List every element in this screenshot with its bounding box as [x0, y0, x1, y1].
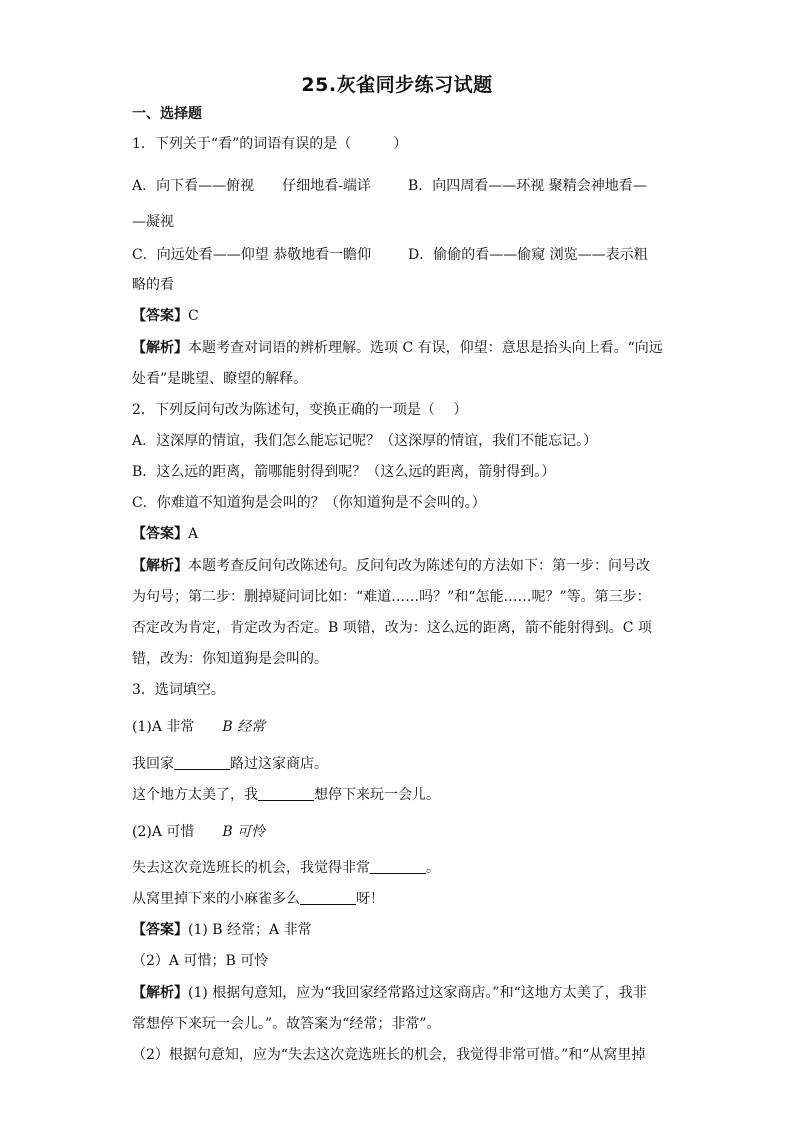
q1-option-d-cont: 略的看: [132, 277, 174, 293]
q1-answer: [132, 307, 199, 325]
q1-option-a: A．向下看——俯视 仔细地看-端详: [132, 178, 371, 194]
analysis-text: (1) 根据句意知，应为“我回家经常路过这家商店。”和“这地方太美了，我非: [188, 985, 647, 1001]
option-a: A 可惜: [151, 824, 195, 840]
sentence-text: 我回家: [132, 756, 174, 772]
answer-label: 【答案】: [132, 922, 188, 938]
analysis-label: 【解析】: [132, 985, 188, 1001]
q3-analysis-line-2: 常想停下来玩一会儿。”。故答案为“经常；非常”。: [132, 1016, 441, 1032]
q1-option-row-1: [132, 177, 371, 195]
q3-answer-line-2: （2）A 可惜；B 可怜: [132, 953, 269, 969]
analysis-label: 【解析】: [132, 340, 188, 356]
answer-value: (1) B 经常；A 非常: [188, 922, 312, 938]
sentence-text: 失去这次竞选班长的机会，我觉得非常: [132, 860, 370, 876]
q3-group-1-options: [132, 718, 265, 736]
q2-analysis-line-4: 错，改为：你知道狗是会叫的。: [132, 651, 328, 667]
group-number: (2): [132, 824, 152, 840]
q2-analysis-line-2: 为句号；第二步：删掉疑问词比如：“难道……吗？”和“怎能……呢？”等。第三步：: [132, 589, 651, 605]
sentence-text: 路过这家商店。: [230, 756, 328, 772]
answer-value: C: [188, 308, 199, 324]
section-heading: 一、选择题: [132, 106, 202, 122]
page-title: 25.灰雀同步练习试题: [301, 74, 493, 96]
fill-blank: [174, 755, 230, 770]
q2-analysis-line-1: [132, 557, 650, 575]
q3-stem: 3．选词填空。: [132, 682, 225, 698]
sentence-text: 想停下来玩一会儿。: [314, 787, 440, 803]
q1-option-c: C．向远处看——仰望 恭敬地看一瞻仰: [132, 247, 372, 263]
q1-stem: 1．下列关于“看”的词语有误的是（ ）: [132, 136, 408, 152]
analysis-text: 本题考查对词语的辨析理解。选项 C 有误，仰望：意思是抬头向上看。“向远: [188, 340, 663, 356]
answer-value: A: [188, 526, 199, 542]
fill-blank: [300, 890, 356, 905]
sentence-text: 这个地方太美了，我: [132, 787, 258, 803]
q3-analysis-line-3: （2）根据句意知，应为“失去这次竞选班长的机会，我觉得非常可惜。”和“从窝里掉: [132, 1047, 646, 1063]
q1-analysis-line-1: [132, 339, 663, 357]
group-number: (1): [132, 719, 152, 735]
fill-blank: [370, 859, 426, 874]
sentence-text: 。: [426, 860, 440, 876]
q1-option-b: B．向四周看——环视 聚精会神地看—: [408, 178, 647, 194]
answer-label: 【答案】: [132, 308, 188, 324]
q1-option-b-cont: —凝视: [132, 214, 174, 230]
q3-sentence-2: [132, 786, 440, 804]
q3-group-2-options: [132, 823, 265, 841]
analysis-label: 【解析】: [132, 558, 188, 574]
option-b: B 经常: [222, 719, 266, 735]
q2-option-b: B．这么远的距离，箭哪能射得到呢？（这么远的距离，箭射得到。）: [132, 464, 556, 480]
fill-blank: [258, 786, 314, 801]
q3-sentence-3: [132, 859, 440, 877]
option-a: A 非常: [151, 719, 195, 735]
q2-option-a: A．这深厚的情谊，我们怎么能忘记呢？（这深厚的情谊，我们不能忘记。）: [132, 433, 598, 449]
q3-sentence-4: [132, 890, 384, 908]
answer-label: 【答案】: [132, 526, 188, 542]
q1-analysis-line-2: 处看”是眺望、瞭望的解释。: [132, 371, 308, 387]
q1-option-d: D．偷偷的看——偷窥 浏览——表示粗: [408, 247, 648, 263]
q2-analysis-line-3: 否定改为肯定，肯定改为否定。B 项错，改为：这么远的距离，箭不能射得到。C 项: [132, 620, 652, 636]
q3-analysis-line-1: [132, 984, 647, 1002]
analysis-text: 本题考查反问句改陈述句。反问句改为陈述句的方法如下：第一步：问号改: [188, 558, 650, 574]
q2-stem: 2．下列反问句改为陈述句，变换正确的一项是（ ）: [132, 402, 468, 418]
q2-option-c: C．你难道不知道狗是会叫的？（你知道狗是不会叫的。）: [132, 495, 486, 511]
option-b: B 可怜: [222, 824, 266, 840]
q2-answer: [132, 525, 198, 543]
sentence-text: 从窝里掉下来的小麻雀多么: [132, 891, 300, 907]
q3-answer-line-1: [132, 921, 312, 939]
q3-sentence-1: [132, 755, 328, 773]
sentence-text: 呀！: [356, 891, 384, 907]
